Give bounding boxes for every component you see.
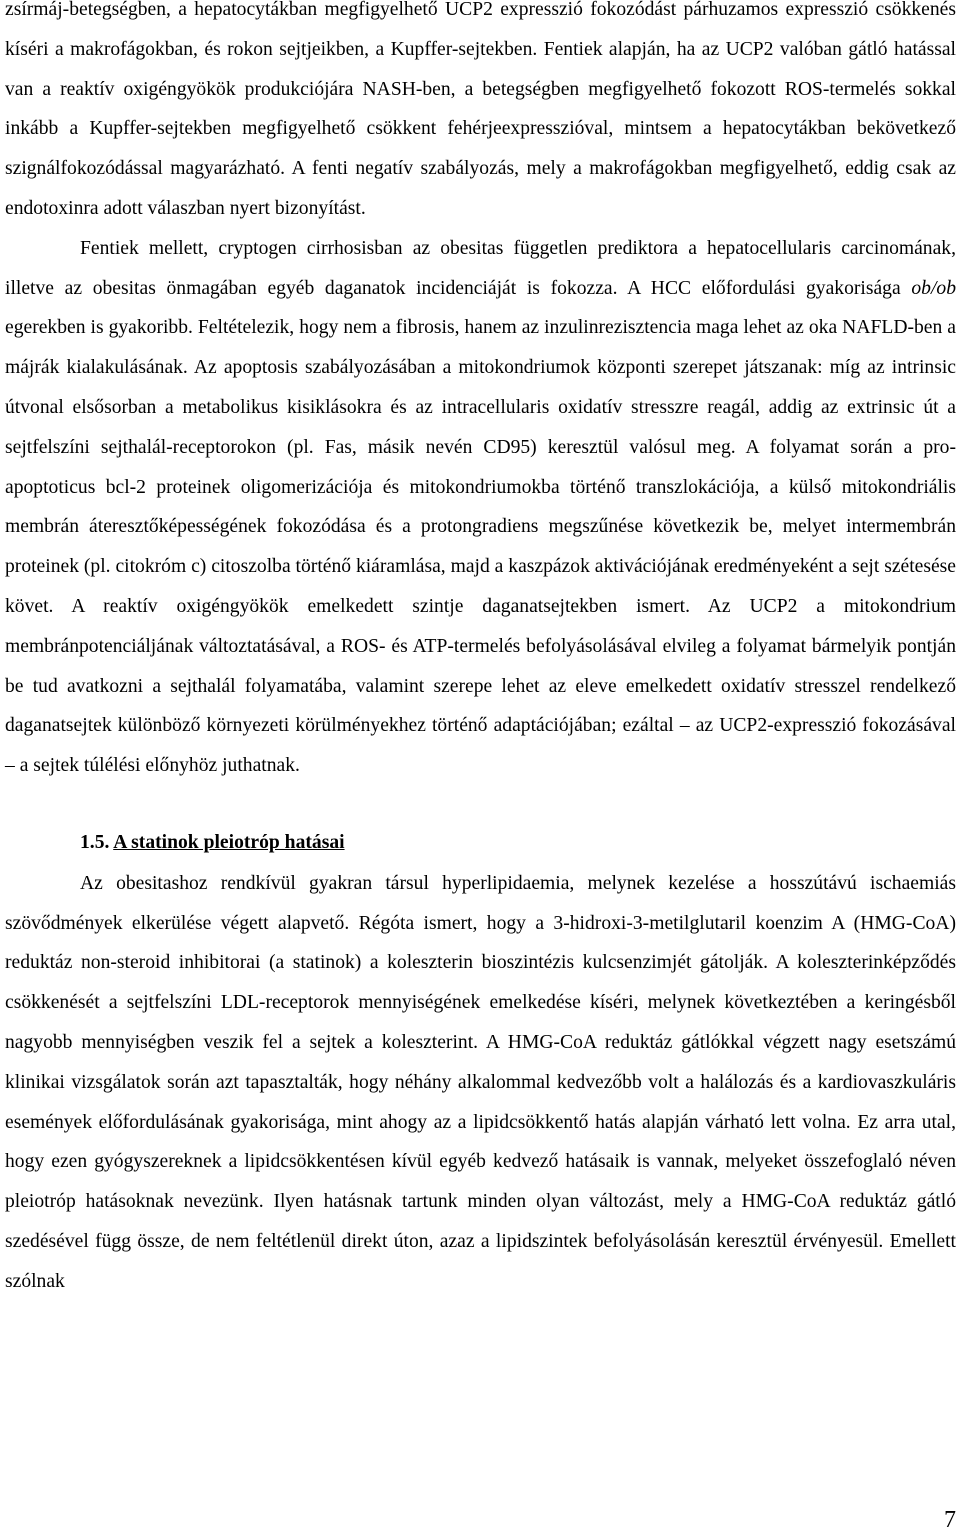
document-page bbox=[5, 0, 956, 1302]
species-name-italic: ob/ob bbox=[911, 277, 956, 299]
paragraph-text: Fentiek mellett, cryptogen cirrhosisban az obesitas független prediktora a hepatocellularis carcinomának, illetve az obesitas önmagában egyéb daganatok incidenciáját is fokozza. A HCC előfordulási gyakorisága bbox=[5, 237, 956, 299]
section-title: A statinok pleiotróp hatásai bbox=[113, 831, 345, 853]
paragraph bbox=[5, 0, 956, 229]
section-number: 1.5. bbox=[80, 831, 110, 853]
paragraph-text: egerekben is gyakoribb. Feltételezik, hogy nem a fibrosis, hanem az inzulinrezisztencia maga lehet az oka NAFLD-ben a májrák kialakulásának. Az apoptosis szabályozásában a mitokondriumok központi szerepet játszanak: míg az intrinsic útvonal elsősorban a metabolikus kisiklásokra és az intracellularis oxidatív stresszre reagál, addig az extrinsic út a sejtfelszíni sejthalál-receptorokon (pl. Fas, másik nevén CD95) keresztül valósul meg. A folyamat során a pro-apoptoticus bcl-2 proteinek oligomerizációja és mitokondriumokba történő transzlokációja, a külső mitokondriális membrán áteresztőképességének fokozódása és a protongradiens megszűnése következik be, melyet intermembrán proteinek (pl. citokróm c) citoszolba történő kiáramlása, majd a kaszpázok aktivációjának eredményeként a sejt szétesése követ. A reaktív oxigéngyökök emelkedett szintje daganatsejtekben ismert. Az UCP2 a mitokondrium membránpotenciáljának változtatásával, a ROS- és ATP-termelés befolyásolásával elvileg a folyamat bármelyik pontján be tud avatkozni a sejthalál folyamatába, valamint szerepe lehet az eleve emelkedett oxidatív stresszel rendelkező daganatsejtek különböző környezeti körülményekhez történő adaptációjában; ezáltal – az UCP2-expresszió fokozásával – a sejtek túlélési előnyhöz juthatnak. bbox=[5, 317, 956, 777]
paragraph bbox=[5, 229, 956, 786]
paragraph-text: Az obesitashoz rendkívül gyakran társul hyperlipidaemia, melynek kezelése a hosszútávú ischaemiás szövődmények elkerülése végett alapvető. Régóta ismert, hogy a 3-hidroxi-3-metilglutaril koenzim A (HMG-CoA) reduktáz non-steroid inhibitorai (a statinok) a koleszterin bioszintézis kulcsenzimjét gátolják. A koleszterinképződés csökkenését a sejtfelszíni LDL-receptorok mennyiségének emelkedése kíséri, melynek következtében a keringésből nagyobb mennyiségben veszik fel a sejtek a koleszterint. A HMG-CoA reduktáz gátlókkal végzett nagy esetszámú klinikai vizsgálatok során azt tapasztalták, hogy néhány alkalommal kedvezőbb volt a halálozás és a kardiovaszkuláris események előfordulásának gyakorisága, mint ahogy az a lipidcsökkentő hatás alapján várható lett volna. Ez arra utal, hogy ezen gyógyszereknek a lipidcsökkentésen kívül egyéb kedvező hatásaik is vannak, melyeket összefoglaló néven pleiotróp hatásoknak nevezünk. Ilyen hatásnak tartunk minden olyan változást, mely a HMG-CoA reduktáz gátló szedésével függ össze, de nem feltétlenül direkt úton, azaz a lipidszintek befolyásolásán keresztül érvényesül. Emellett szólnak bbox=[5, 872, 956, 1292]
page-number: 7 bbox=[944, 1507, 956, 1533]
paragraph-text: zsírmáj-betegségben, a hepatocytákban megfigyelhető UCP2 expresszió fokozódást párhuzamos expresszió csökkenés kíséri a makrofágokban, és rokon sejtjeikben, a Kupffer-sejtekben. Fentiek alapján, ha az UCP2 valóban gátló hatással van a reaktív oxigéngyökök produkciójára NASH-ben, a betegségben megfigyelhető fokozott ROS-termelés sokkal inkább a Kupffer-sejtekben megfigyelhető csökkent fehérjeexpresszióval, mintsem a hepatocytákban bekövetkező szignálfokozódással magyarázható. A fenti negatív szabályozás, mely a makrofágokban megfigyelhető, eddig csak az endotoxinra adott válaszban nyert bizonyítást. bbox=[5, 0, 956, 219]
section-heading bbox=[80, 823, 956, 863]
paragraph bbox=[5, 864, 956, 1302]
